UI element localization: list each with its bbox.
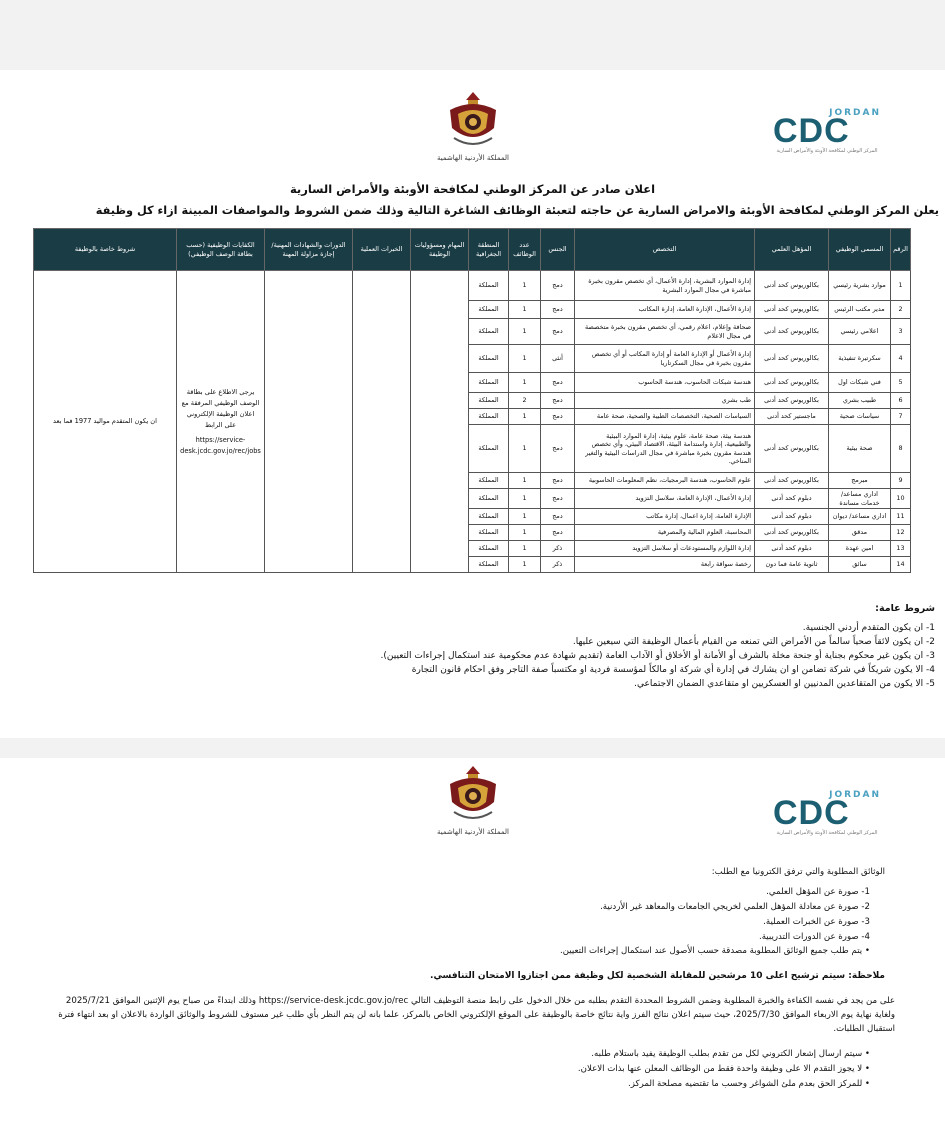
table-cell-gender: ذكر: [541, 541, 575, 557]
table-cell-qual: بكالوريوس كحد أدنى: [755, 319, 829, 345]
table-cell-spec: المحاسبة، العلوم المالية والمصرفية: [575, 525, 755, 541]
col-header: عدد الوظائف: [509, 229, 541, 271]
table-cell-n: 14: [891, 557, 911, 573]
table-cell-region: المملكة: [469, 393, 509, 409]
logo-cdc-text: CDC: [773, 794, 850, 832]
table-cell-region: المملكة: [469, 509, 509, 525]
table-cell-count: 1: [509, 541, 541, 557]
docs-item: 3- صورة عن الخبرات العملية.: [763, 917, 870, 927]
table-cell-empty: [265, 271, 353, 573]
col-header: الجنس: [541, 229, 575, 271]
table-header-row: [34, 229, 911, 271]
table-row: [34, 271, 911, 301]
table-cell-empty: [353, 271, 411, 573]
table-cell-spec: الإدارة العامة، إدارة اعمال، إدارة مكاتب: [575, 509, 755, 525]
table-cell-region: المملكة: [469, 473, 509, 489]
table-cell-title: سكرتيرة تنفيذية: [829, 345, 891, 373]
docs-heading: الوثائق المطلوبة والتي ترفق الكترونيا مع الطلب:: [711, 867, 885, 877]
table-cell-gender: دمج: [541, 393, 575, 409]
table-cell-n: 5: [891, 373, 911, 393]
table-cell-gender: دمج: [541, 525, 575, 541]
table-cell-title: موارد بشرية رئيسي: [829, 271, 891, 301]
table-cell-qual: دبلوم كحد أدنى: [755, 541, 829, 557]
table-cell-count: 2: [509, 393, 541, 409]
table-cell-gender: دمج: [541, 301, 575, 319]
table-cell-gender: دمج: [541, 373, 575, 393]
docs-item: 1- صورة عن المؤهل العلمي.: [766, 887, 870, 897]
table-cell-count: 1: [509, 409, 541, 425]
table-cell-qual: بكالوريوس كحد أدنى: [755, 393, 829, 409]
general-condition-item: 3- ان يكون غير محكوم بجناية أو جنحة مخلة بالشرف أو الأمانة أو الأخلاق أو الآداب العامة (تقديم شهادة عدم محكومية عند استكمال إجراءات التعيين).: [380, 651, 935, 661]
table-cell-region: المملكة: [469, 301, 509, 319]
table-cell-qual: بكالوريوس كحد أدنى: [755, 301, 829, 319]
page-2: [0, 758, 945, 1127]
table-cell-n: 12: [891, 525, 911, 541]
notice-bullet: • للمركز الحق بعدم ملئ الشواغر وحسب ما تقتضيه مصلحة المركز.: [628, 1079, 870, 1089]
table-cell-title: اداري مساعد/ ديوان: [829, 509, 891, 525]
table-cell-spec: إدارة الأعمال، الإدارة العامة، إدارة المكاتب: [575, 301, 755, 319]
col-header: التخصص: [575, 229, 755, 271]
table-cell-spec: إدارة الموارد البشرية، إدارة الأعمال، أي تخصص مقرون بخبرة مباشرة في مجال الموارد البشرية: [575, 271, 755, 301]
competencies-note: يرجى الاطلاع على بطاقة الوصف الوظيفي المرفقة مع اعلان الوظيفة الإلكتروني على الرابط: [181, 387, 260, 429]
table-cell-region: المملكة: [469, 425, 509, 473]
jobs-table: [33, 228, 911, 573]
jobs-link[interactable]: https://service-desk.jcdc.gov.jo/rec/jobs: [180, 435, 261, 455]
notice-bullet: • لا يجوز التقدم الا على وظيفة واحدة فقط من الوظائف المعلن عنها بذات الاعلان.: [577, 1064, 870, 1074]
table-cell-count: 1: [509, 373, 541, 393]
table-cell-n: 11: [891, 509, 911, 525]
notice-note: ملاحظة: سيتم ترشيح اعلى 10 مرشحين للمقابلة الشخصية لكل وظيفة ممن اجتازوا الامتحان التنافسي.: [430, 971, 885, 981]
table-cell-title: مدير مكتب الرئيس: [829, 301, 891, 319]
jcdc-logo: [773, 108, 881, 158]
table-cell-region: المملكة: [469, 271, 509, 301]
table-cell-region: المملكة: [469, 525, 509, 541]
notice-paragraph: على من يجد في نفسه الكفاءة والخبرة المطلوبة وضمن الشروط المحددة التقدم بطلبه من خلال الدخول على رابط منصة التوظيف التالي https://service-desk.jcdc.gov.jo/rec وذلك ابتداءً من صباح يوم الإثنين الموافق 2025/7/21 ولغاية نهاية يوم الاربعاء الموافق 2025/7/30، حيث سيتم اعلان نتائج الفرز واية نتائج خاصة بالوظيفة على الموقع الإلكتروني الخاص بالمركز، علما بانه لن يتم النظر بأي طلب غير مستوف للشروط والوثائق الواردة بالاعلان او بعد انتهاء فترة استقبال الطلبات.: [58, 996, 895, 1034]
table-cell-gender: دمج: [541, 319, 575, 345]
table-cell-qual: دبلوم كحد أدنى: [755, 489, 829, 509]
jordan-crest-icon: [440, 88, 506, 154]
notice-bullet: • سيتم ارسال إشعار الكتروني لكل من تقدم بطلب الوظيفة يفيد باستلام طلبه.: [591, 1049, 870, 1059]
table-cell-count: 1: [509, 525, 541, 541]
table-cell-spec: السياسات الصحية، التخصصات الطبية والصحية، صحة عامة: [575, 409, 755, 425]
table-cell-qual: بكالوريوس كحد أدنى: [755, 473, 829, 489]
table-cell-n: 3: [891, 319, 911, 345]
table-cell-gender: دمج: [541, 409, 575, 425]
table-cell-count: 1: [509, 489, 541, 509]
table-cell-gender: دمج: [541, 473, 575, 489]
table-cell-n: 7: [891, 409, 911, 425]
table-cell-qual: بكالوريوس كحد أدنى: [755, 525, 829, 541]
table-cell-gender: ذكر: [541, 557, 575, 573]
table-cell-n: 8: [891, 425, 911, 473]
docs-item: 2- صورة عن معادلة المؤهل العلمي لخريجي الجامعات والمعاهد غير الأردنية.: [600, 902, 870, 912]
col-header: الدورات والشهادات المهنية/إجازة مزاولة المهنة: [265, 229, 353, 271]
table-cell-region: المملكة: [469, 409, 509, 425]
docs-item: 4- صورة عن الدورات التدريبية.: [758, 932, 870, 942]
table-cell-title: فني شبكات اول: [829, 373, 891, 393]
table-cell-qual: بكالوريوس كحد أدنى: [755, 345, 829, 373]
table-cell-spec: إدارة الأعمال، الإدارة العامة، سلاسل التزويد: [575, 489, 755, 509]
col-header: المسمى الوظيفي: [829, 229, 891, 271]
logo-subtitle: المركز الوطني لمكافحة الأوبئة والأمراض السارية: [776, 148, 878, 154]
table-cell-title: اداري مساعد/ خدمات مساندة: [829, 489, 891, 509]
table-cell-spec: طب بشري: [575, 393, 755, 409]
table-cell-region: المملكة: [469, 489, 509, 509]
table-cell-title: سائق: [829, 557, 891, 573]
crest-caption: المملكة الأردنية الهاشمية: [436, 828, 510, 836]
table-cell-title: سياسات صحية: [829, 409, 891, 425]
table-cell-n: 2: [891, 301, 911, 319]
table-cell-count: 1: [509, 473, 541, 489]
table-cell-region: المملكة: [469, 373, 509, 393]
table-cell-n: 9: [891, 473, 911, 489]
jordan-crest-icon: [440, 762, 506, 828]
general-condition-item: 5- الا يكون من المتقاعدين المدنيين او العسكريين او متقاعدي الضمان الاجتماعي.: [634, 679, 935, 689]
table-cell-spec: رخصة سواقة رابعة: [575, 557, 755, 573]
table-cell-gender: دمج: [541, 509, 575, 525]
table-cell-spec: علوم الحاسوب، هندسة البرمجيات، نظم المعلومات الحاسوبية: [575, 473, 755, 489]
logo-subtitle: المركز الوطني لمكافحة الأوبئة والأمراض السارية: [776, 830, 878, 836]
table-cell-qual: ماجستير كحد أدنى: [755, 409, 829, 425]
table-cell-n: 13: [891, 541, 911, 557]
general-condition-item: 1- ان يكون المتقدم أردني الجنسية.: [802, 623, 935, 633]
table-cell-title: اعلامي رئيسي: [829, 319, 891, 345]
logo-jordan-text: JORDAN: [829, 108, 881, 118]
table-cell-title: مدقق: [829, 525, 891, 541]
col-header: المهام ومسؤوليات الوظيفة: [411, 229, 469, 271]
jcdc-logo: [773, 790, 881, 840]
table-cell-count: 1: [509, 301, 541, 319]
table-cell-n: 4: [891, 345, 911, 373]
general-condition-item: 4- الا يكون شريكاً في شركة تضامن او ان يشارك في إدارة أي شركة او مالكاً لمؤسسة فردية او مكتسباً صفة التاجر وفق احكام قانون التجارة: [411, 665, 935, 675]
general-conditions-heading: شروط عامة:: [875, 603, 935, 614]
table-cell-title: طبيب بشري: [829, 393, 891, 409]
docs-note: • يتم طلب جميع الوثائق المطلوبة مصدقة حسب الأصول عند استكمال إجراءات التعيين.: [560, 946, 870, 956]
table-cell-region: المملكة: [469, 319, 509, 345]
col-header: الرقم: [891, 229, 911, 271]
table-cell-count: 1: [509, 509, 541, 525]
table-cell-spec: هندسة شبكات الحاسوب، هندسة الحاسوب: [575, 373, 755, 393]
table-cell-qual: بكالوريوس كحد أدنى: [755, 425, 829, 473]
col-header: الخبرات العملية: [353, 229, 411, 271]
page-1: [0, 70, 945, 738]
table-cell-count: 1: [509, 557, 541, 573]
table-cell-n: 10: [891, 489, 911, 509]
table-cell-n: 1: [891, 271, 911, 301]
general-condition-item: 2- ان يكون لائقاً صحياً سالماً من الأمراض التي تمنعه من القيام بأعمال الوظيفة التي سيعين عليها.: [572, 637, 935, 647]
table-cell-spec: إدارة الأعمال أو الإدارة العامة أو إدارة المكاتب أو أي تخصص مقرون بخبرة في مجال السكرتاريا: [575, 345, 755, 373]
crest-caption: المملكة الأردنية الهاشمية: [436, 154, 510, 162]
table-cell-gender: دمج: [541, 425, 575, 473]
announcement-title: اعلان صادر عن المركز الوطني لمكافحة الأوبئة والأمراض السارية: [289, 182, 656, 196]
col-header: المنطقة الجغرافية: [469, 229, 509, 271]
table-cell-count: 1: [509, 319, 541, 345]
table-cell-qual: بكالوريوس كحد أدنى: [755, 271, 829, 301]
logo-cdc-text: CDC: [773, 112, 850, 150]
table-cell-gender: دمج: [541, 489, 575, 509]
table-cell-empty: [411, 271, 469, 573]
table-cell-count: 1: [509, 345, 541, 373]
table-cell-region: المملكة: [469, 345, 509, 373]
table-cell-region: المملكة: [469, 541, 509, 557]
table-cell-spec: إدارة اللوازم والمستودعات أو سلاسل التزويد: [575, 541, 755, 557]
table-cell-title: صحة بيئية: [829, 425, 891, 473]
table-cell-n: 6: [891, 393, 911, 409]
table-cell-region: المملكة: [469, 557, 509, 573]
logo-jordan-text: JORDAN: [829, 790, 881, 800]
table-cell-spec: هندسة بيئة، صحة عامة، علوم بيئية، إدارة الموارد البيئية والطبيعية، إدارة واستدامة البيئة، الاقتصاد البيئي، وأي تخصص هندسة مقرون بخبرة مباشرة في مجال الدراسات البيئية والتغير المناخي.: [575, 425, 755, 473]
table-cell-qual: بكالوريوس كحد أدنى: [755, 373, 829, 393]
table-cell-qual: دبلوم كحد أدنى: [755, 509, 829, 525]
col-header: المؤهل العلمي: [755, 229, 829, 271]
table-cell-title: امين عهدة: [829, 541, 891, 557]
table-cell-qual: ثانوية عامة فما دون: [755, 557, 829, 573]
table-cell-gender: أنثى: [541, 345, 575, 373]
table-cell-spec: صحافة وإعلام، اعلام رقمي، أي تخصص مقرون بخبرة متخصصة في مجال الاعلام: [575, 319, 755, 345]
col-header: شروط خاصة بالوظيفة: [34, 229, 177, 271]
table-cell-gender: دمج: [541, 271, 575, 301]
col-header: الكفايات الوظيفية (حسب بطاقة الوصف الوظيفي): [177, 229, 265, 271]
table-cell-count: 1: [509, 271, 541, 301]
special-condition-cell: ان يكون المتقدم مواليد 1977 فما بعد: [34, 271, 177, 573]
competencies-cell: [177, 271, 265, 573]
announcement-subtitle: يعلن المركز الوطني لمكافحة الأوبئة والامراض السارية عن حاجته لتعبئة الوظائف الشاغرة التالية وذلك ضمن الشروط والمواصفات المبينة ازاء كل وظيفة: [95, 204, 939, 217]
table-cell-count: 1: [509, 425, 541, 473]
table-cell-title: مبرمج: [829, 473, 891, 489]
